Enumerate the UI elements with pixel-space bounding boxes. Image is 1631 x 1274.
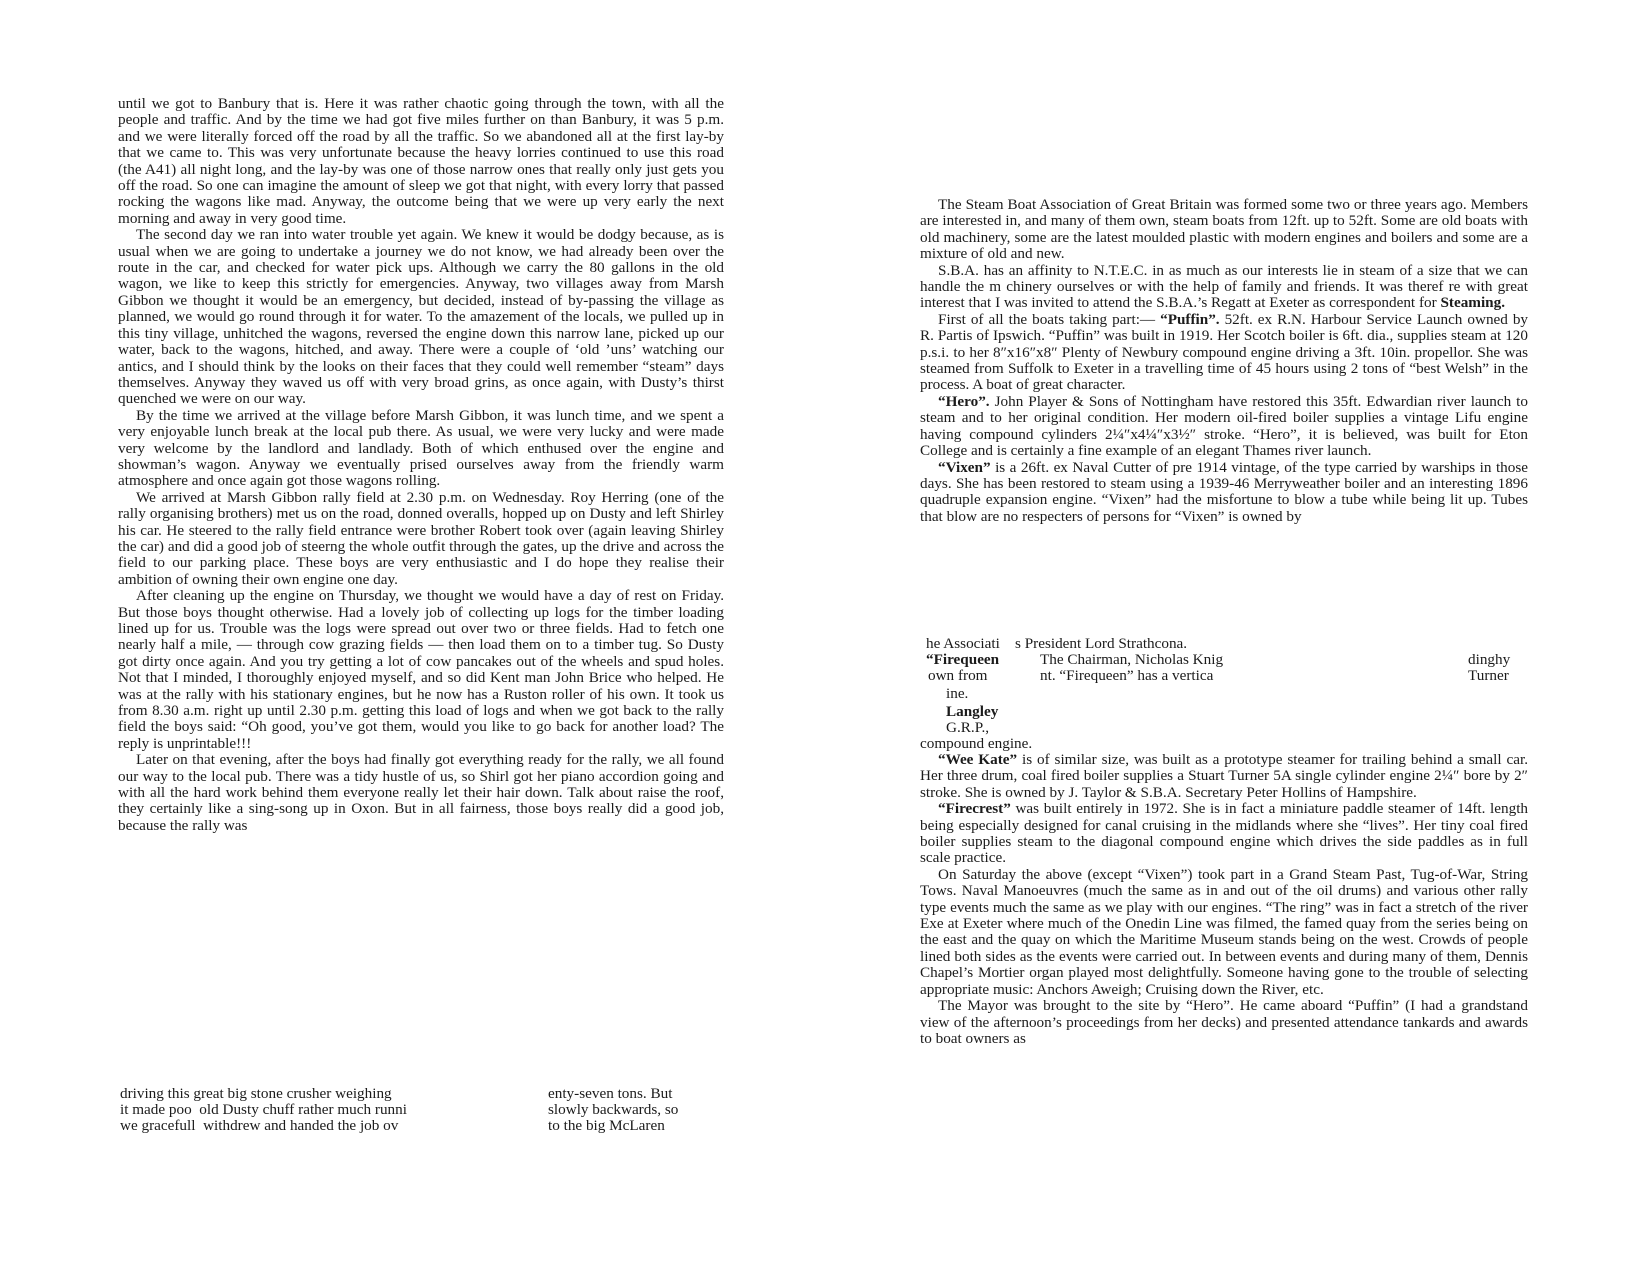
- fragment-grp: G.R.P.,: [946, 719, 990, 736]
- boat-name-puffin: “Puffin”.: [1160, 310, 1220, 328]
- right-paragraph-5: “Vixen” is a 26ft. ex Naval Cutter of pre 1914 vintage, of the type carried by warships in those days. She has been restored to steam using a 1939-46 Merryweather boiler and an interesting 1896 quadruple expansion engine. “Vixen” had the misfortune to blow a tube while being lit up. Tubes that blow are no respecters of persons for “Vixen” is owned by: [920, 458, 1529, 525]
- boat-name-wee-kate: “Wee Kate”: [938, 751, 1018, 768]
- fragment-associati: he Associati s President Lord Strathcona.: [926, 635, 1188, 652]
- right-page-column: [920, 197, 1528, 525]
- fragment-line-2a: it made poo old Dusty chuff rather much runni: [120, 1101, 407, 1118]
- right-paragraph-9: The Mayor was brought to the site by “Hero”. He came aboard “Puffin” (I had a grandstand view of the afternoon’s proceedings from her decks) and presented attendance tankards and awards to boat owners as: [920, 997, 1528, 1047]
- right-paragraph-2: S.B.A. has an affinity to N.T.E.C. in as much as our interests lie in steam of a size that we can handle the m chinery ourselves or with the help of family and friends. It was theref re with great interest that I was invited to attend the S.B.A.’s Regatt at Exeter as correspondent for Steaming.: [920, 261, 1528, 312]
- left-paragraph-2: The second day we ran into water trouble yet again. We knew it would be dodgy because, as is usual when we are going to undertake a journey we do not know, we had already been over the route in the car, and checked for water pick ups. Although we carry the 80 gallons in the old wagon, we like to keep this strictly for emergencies. Anyway, two villages away from Marsh Gibbon we thought it would be an emergency, but decided, instead of by-passing the village as planned, we would go round through it for water. To the amazement of the locals, we pulled up in this tiny village, unhitched the wagons, reversed the engine down this narrow lane, picked up our water, back to the wagons, hitched, and away. There were a couple of ‘old ’uns’ watching our antics, and I should think by the looks on their faces that they could well remember “steam” days themselves. Anyway they waved us off with very broad grins, as once again, with Dusty’s thirst quenched we were on our way.: [118, 226, 724, 408]
- right-page-column-lower: [920, 752, 1528, 1047]
- fragment-line-3b: to the big McLaren: [548, 1117, 665, 1134]
- right-paragraph-7: “Firecrest” was built entirely in 1972. She is in fact a miniature paddle steamer of 14ft. length being especially designed for canal cruising in the midlands where she “lives”. Her tiny coal fired boiler supplies steam to the diagonal compound engine which drives the side paddles as in full scale practice.: [920, 800, 1529, 867]
- right-paragraph-8: On Saturday the above (except “Vixen”) took part in a Grand Steam Past, Tug-of-War, String Tows. Naval Manoeuvres (much the same as in and out of the oil drums) and various other rally type events much the same as we play with our engines. “The ring” was in fact a stretch of the river Exe at Exeter where much of the Onedin Line was filmed, the famed quay from the series being on the east and the quay on which the Maritime Museum stands being on the west. Crowds of people lined both sides as the events were carried out. In between events and during many of them, Dennis Chapel’s Mortier organ played most delightfully. Someone having gone to the trouble of selecting appropriate music: Anchors Aweigh; Cruising down the River, etc.: [920, 865, 1528, 998]
- fragment-turner: Turner: [1468, 667, 1509, 684]
- fragment-firequeen-name: “Firequeen: [926, 651, 1000, 668]
- left-paragraph-3: By the time we arrived at the village before Marsh Gibbon, it was lunch time, and we spent a very enjoyable lunch break at the local pub there. As usual, we were very lucky and were made very welcome by the landlord and landlady. Both of which enthused over the engine and showman’s wagon. Anyway we eventually prised ourselves away from the friendly warm atmosphere and once again got those wagons rolling.: [118, 406, 724, 490]
- fragment-line-1b: enty-seven tons. But: [548, 1085, 673, 1102]
- left-paragraph-5: After cleaning up the engine on Thursday, we thought we would have a day of rest on Friday. But those boys thought otherwise. Had a lovely job of collecting up logs for the timber loading lined up for us. Trouble was the logs were spread out over two or three fields. Had to fetch one nearly half a mile, — through cow grazing fields — then load them on to a timber tug. So Dusty got dirty once again. And you try getting a lot of cow pancakes out of the wheels and spud holes. Not that I minded, I thoroughly enjoyed myself, and so did Kent man John Brice who helped. He was at the rally with his stationary engines, but he now has a Ruston roller of his own. It took us from 8.30 a.m. right up until 2.30 p.m. getting this load of logs and when we got back to the rally field the boys said: “Oh good, you’ve got them, would you like to go back for another load? The reply is unprintable!!!: [118, 587, 724, 752]
- right-paragraph-4: “Hero”. John Player & Sons of Nottingham have restored this 35ft. Edwardian river launch to steam and to her original condition. Her modern oil-fired boiler supplies a vintage Lifu engine having compound cylinders 2¼″x4¼″x3½″ stroke. “Hero”, it is believed, was built for Eton College and is certainly a fine example of an elegant Thames river launch.: [920, 392, 1528, 460]
- magazine-name: Steaming.: [1440, 294, 1505, 312]
- right-paragraph-1: The Steam Boat Association of Great Britain was formed some two or three years ago. Members are interested in, and many of them own, steam boats from 12ft. up to 52ft. Some are old boats with old machinery, some are the latest moulded plastic with modern engines and boilers and some are a mixture of old and new.: [920, 196, 1528, 263]
- right-paragraph-6: “Wee Kate” is of similar size, was built as a prototype steamer for trailing behind a small car. Her three drum, coal fired boiler supplies a Stuart Turner 5A single cylinder engine 2¼″ bore by 2″ stroke. She is owned by J. Taylor & S.B.A. Secretary Peter Hollins of Hampshire.: [920, 751, 1528, 801]
- boat-name-firecrest: “Firecrest”: [938, 800, 1011, 818]
- left-paragraph-4: We arrived at Marsh Gibbon rally field at 2.30 p.m. on Wednesday. Roy Herring (one of the rally organising brothers) met us on the road, donned overalls, hopped up on Dusty and left Shirley his car. He steered to the rally field entrance were brother Robert took over (again leaving Shirley the car) and did a good job of steerng the whole outfit through the gates, up the drive and across the field to our parking place. These boys are very enthusiastic and I do hope they realise their ambition of owning their own engine one day.: [118, 488, 724, 588]
- fragment-line-3a: we gracefull withdrew and handed the job ov: [120, 1117, 399, 1134]
- fragment-ine: ine.: [946, 685, 969, 702]
- fragment-dinghy: dinghy: [1468, 651, 1511, 668]
- right-paragraph-3: First of all the boats taking part:— “Puffin”. 52ft. ex R.N. Harbour Service Launch owned by R. Partis of Ipswich. “Puffin” was built in 1919. Her Scotch boiler is 6ft. dia., supplies steam at 120 p.s.i. to her 8″x16″x8″ Plenty of Newbury compound engine driving a 3ft. 10in. propellor. She was steamed from Suffolk to Exeter in a travelling time of 45 hours using 2 tons of “best Welsh” in the process. A boat of great character.: [920, 310, 1529, 394]
- left-paragraph-1: until we got to Banbury that is. Here it was rather chaotic going through the town, with all the people and traffic. And by the time we had got five miles further on than Banbury, it was 5 p.m. and we were literally forced off the road by all the traffic. So we abandoned all at the first lay-by that we came to. This was very unfortunate because the heavy lorries continued to use this road (the A41) all night long, and the lay-by was one of those narrow ones that really only just gets you off the road. So one can imagine the amount of sleep we got that night, with every lorry that passed rocking the wagons like mad. Anyway, the outcome being that we were up very early the next morning and away in very good time.: [118, 95, 724, 227]
- fragment-compound-engine: compound engine.: [920, 735, 1033, 752]
- fragment-line-2b: slowly backwards, so: [548, 1101, 679, 1118]
- left-paragraph-6: Later on that evening, after the boys had finally got everything ready for the rally, we all found our way to the local pub. There was a tidy hustle of us, so Shirl got her piano accordion going and with all the hard work behind them everyone really let their hair down. Talk about raise the roof, they certainly like a sing-song up in Oxon. But in all fairness, those boys really did a good job, because the rally was: [118, 751, 724, 834]
- fragment-firequeen-text: The Chairman, Nicholas Knig: [1040, 651, 1224, 668]
- fragment-vertica: nt. “Firequeen” has a vertica: [1040, 667, 1214, 684]
- boat-name-vixen: “Vixen”: [938, 458, 991, 476]
- left-page-column: [118, 96, 724, 834]
- fragment-line-1a: driving this great big stone crusher weighing: [120, 1085, 392, 1102]
- fragment-langley: Langley: [946, 703, 999, 720]
- fragment-own-from: own from: [928, 667, 988, 684]
- boat-name-hero: “Hero”.: [938, 392, 990, 410]
